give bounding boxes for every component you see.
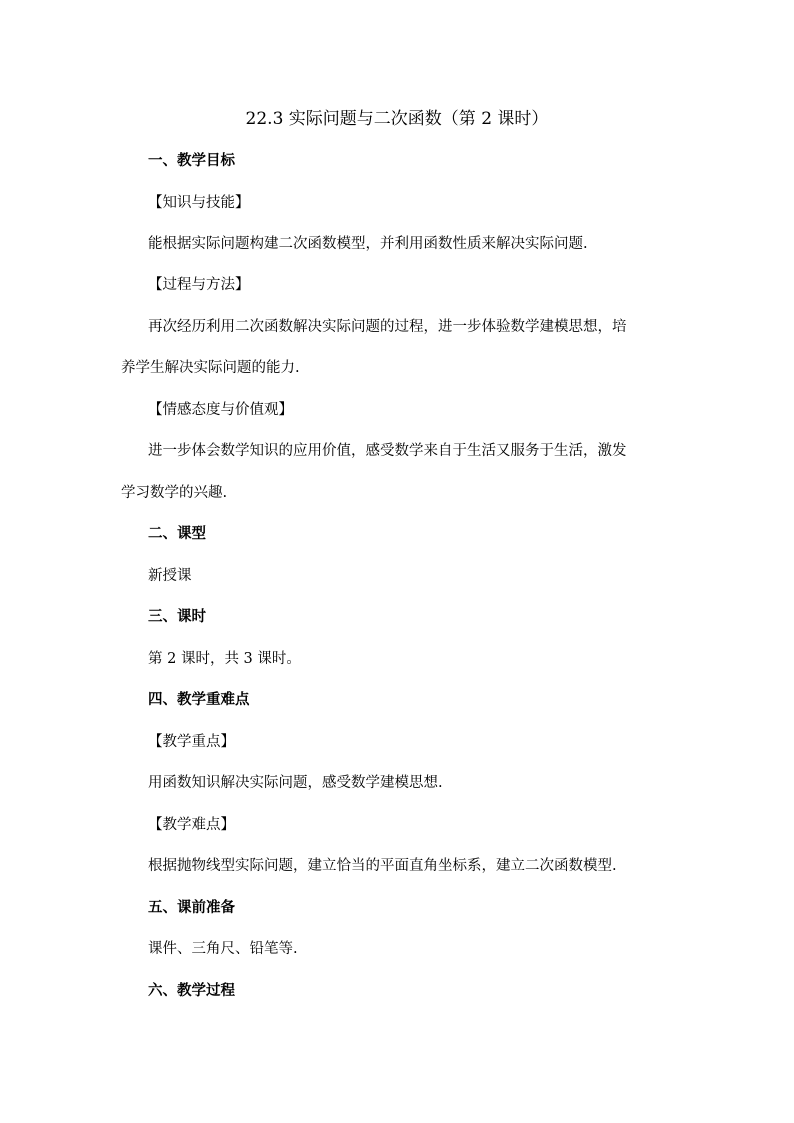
paragraph-lesson-type: 新授课 — [148, 568, 192, 584]
paragraph-process-line2: 养学生解决实际问题的能力. — [121, 360, 300, 376]
subheading-process: 【过程与方法】 — [148, 277, 250, 293]
paragraph-periods: 第 2 课时，共 3 课时。 — [148, 651, 301, 667]
paragraph-preparation: 课件、三角尺、铅笔等. — [148, 941, 298, 957]
subheading-difficulty: 【教学难点】 — [148, 817, 235, 833]
section-heading-process: 六、教学过程 — [148, 982, 235, 999]
section-heading-lesson-type: 二、课型 — [148, 525, 206, 542]
paragraph-knowledge: 能根据实际问题构建二次函数模型，并利用函数性质来解决实际问题. — [148, 236, 588, 252]
section-heading-periods: 三、课时 — [148, 608, 206, 625]
paragraph-focus: 用函数知识解决实际问题，感受数学建模思想. — [148, 775, 443, 791]
document-title: 22.3 实际问题与二次函数（第 2 课时） — [245, 109, 549, 129]
subheading-attitude: 【情感态度与价值观】 — [148, 402, 293, 418]
section-heading-preparation: 五、课前准备 — [148, 899, 235, 916]
subheading-focus: 【教学重点】 — [148, 734, 235, 750]
paragraph-difficulty: 根据抛物线型实际问题，建立恰当的平面直角坐标系，建立二次函数模型. — [148, 858, 617, 874]
paragraph-process-line1: 再次经历利用二次函数解决实际问题的过程，进一步体验数学建模思想，培 — [148, 319, 627, 335]
section-heading-key-points: 四、教学重难点 — [148, 691, 250, 708]
section-heading-objectives: 一、教学目标 — [148, 152, 235, 169]
paragraph-attitude-line1: 进一步体会数学知识的应用价值，感受数学来自于生活又服务于生活，激发 — [148, 443, 627, 459]
paragraph-attitude-line2: 学习数学的兴趣. — [121, 485, 228, 501]
subheading-knowledge: 【知识与技能】 — [148, 195, 250, 211]
